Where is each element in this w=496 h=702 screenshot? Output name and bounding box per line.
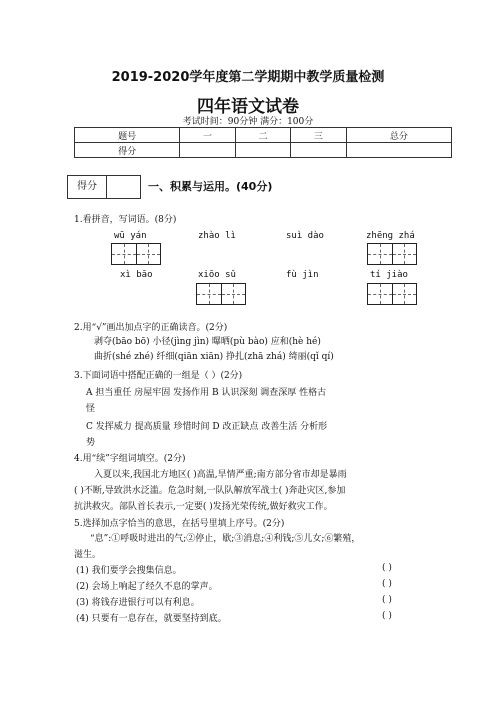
q5-prompt: 5.选择加点字恰当的意思，在括号里填上序号。(2分) bbox=[74, 519, 285, 529]
q5-item: (2) 会场上响起了经久不息的掌声。 bbox=[76, 582, 218, 592]
q4-line: 抗洪救灾。部队首长表示,一定要( )发扬光荣传统,做好救灾工作。 bbox=[74, 502, 333, 512]
pinyin-label: fù jìn bbox=[286, 270, 319, 280]
pinyin-label: xì bāo bbox=[120, 270, 153, 280]
writing-grid[interactable] bbox=[367, 243, 417, 265]
score-cell: 一 bbox=[180, 128, 235, 143]
score-cell: 总分 bbox=[346, 128, 451, 143]
answer-paren[interactable]: ( ) bbox=[382, 579, 392, 589]
section-score-box bbox=[67, 175, 141, 199]
score-cell[interactable] bbox=[235, 143, 290, 158]
pinyin-label: tí jiào bbox=[370, 270, 408, 280]
score-cell: 二 bbox=[235, 128, 290, 143]
exam-subtitle: 四年语文试卷 bbox=[197, 97, 299, 117]
score-table bbox=[74, 127, 452, 158]
score-cell: 得分 bbox=[75, 143, 180, 158]
writing-grid[interactable] bbox=[111, 243, 161, 265]
q5-item: (3) 将钱存进银行可以有利息。 bbox=[76, 598, 200, 608]
score-table-header-row bbox=[75, 128, 452, 143]
answer-paren[interactable]: ( ) bbox=[382, 595, 392, 605]
q5-meanings: 滋生。 bbox=[74, 550, 102, 560]
q5-meanings: “息”:①呼吸时进出的气;②停止，歇;③消息;④利钱;⑤儿女;⑥繁殖， bbox=[90, 534, 361, 544]
score-cell[interactable] bbox=[346, 143, 451, 158]
answer-paren[interactable]: ( ) bbox=[382, 611, 392, 621]
q4-prompt: 4.用“续”字组词填空。(2分) bbox=[74, 454, 186, 464]
pinyin-label: xiōo sǔ bbox=[198, 270, 236, 280]
section-score-label: 得分 bbox=[68, 176, 107, 198]
score-cell[interactable] bbox=[291, 143, 346, 158]
writing-grid[interactable] bbox=[196, 283, 246, 305]
answer-paren[interactable]: ( ) bbox=[382, 563, 392, 573]
q2-prompt: 2.用“√”画出加点字的正确读音。(2分) bbox=[74, 323, 228, 333]
exam-info: 考试时间：90分钟 满分：100分 bbox=[182, 117, 314, 127]
q5-item: (1) 我们要学会搜集信息。 bbox=[76, 566, 182, 576]
q2-line: 曲折(shé zhé) 纤细(qiān xiān) 挣扎(zhā zhá) 绮丽(qǐ qí) bbox=[94, 352, 334, 362]
pinyin-label: zhēng zhá bbox=[366, 231, 415, 241]
q2-line: 剥夺(bāo bō) 小径(jìng jìn) 曝晒(pù bào) 应和(hè hé) bbox=[94, 337, 321, 347]
q3-option: A 担当重任 房屋牢固 发扬作用 B 认识深刻 调查深厚 性格古 bbox=[86, 388, 327, 398]
exam-title: 2019-2020学年度第二学期期中教学质量检测 bbox=[111, 70, 385, 85]
q3-option-wrap: 势 bbox=[86, 438, 96, 448]
score-table-score-row bbox=[75, 143, 452, 158]
score-cell: 三 bbox=[291, 128, 346, 143]
pinyin-label: wū yán bbox=[114, 231, 147, 241]
pinyin-label: suì dào bbox=[286, 231, 324, 241]
score-cell: 题号 bbox=[75, 128, 180, 143]
q3-option-wrap: 怪 bbox=[86, 404, 96, 414]
pinyin-label: zhào lì bbox=[198, 231, 236, 241]
q3-option: C 发挥威力 提高质量 珍惜时间 D 改正缺点 改善生活 分析形 bbox=[86, 422, 328, 432]
score-cell[interactable] bbox=[180, 143, 235, 158]
section-title: 一、积累与运用。(40分) bbox=[148, 180, 273, 193]
q5-item: (4) 只要有一息存在，就要坚持到底。 bbox=[76, 614, 227, 624]
q3-prompt: 3.下面词语中搭配正确的一组是（ ）(2分) bbox=[74, 371, 243, 381]
q1-prompt: 1.看拼音，写词语。(8分) bbox=[74, 215, 177, 225]
q4-line: ( )不断,导致洪水泛滥。危急时刻,一队队解放军战士( )奔赴灾区,参加 bbox=[74, 486, 346, 496]
writing-grid[interactable] bbox=[367, 283, 417, 305]
q4-line: 入夏以来,我国北方地区( )高温,旱情严重;南方部分省市却是暴雨 bbox=[94, 470, 347, 480]
